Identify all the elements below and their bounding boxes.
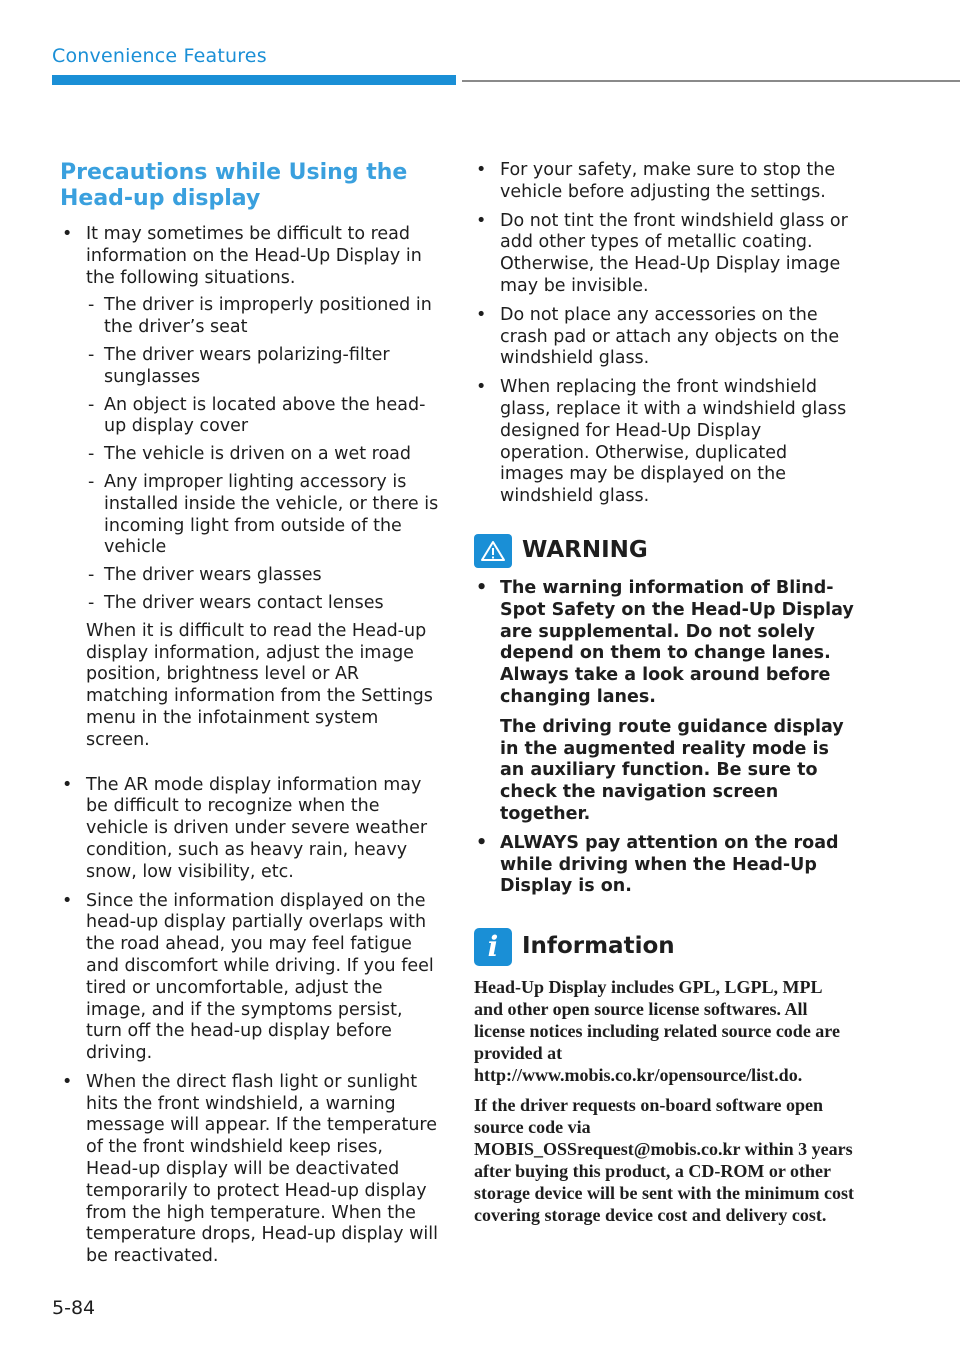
warning-triangle-icon: [474, 534, 512, 568]
list-item: [474, 578, 854, 826]
info-icon: i: [474, 928, 512, 966]
list-item: - The driver wears glasses: [86, 565, 440, 587]
warning-label: WARNING: [522, 537, 648, 564]
list-item: • For your safety, make sure to stop the vehicle before adjusting the settings.: [474, 160, 854, 204]
list-item: • ALWAYS pay attention on the road while driving when the Head-Up Display is on.: [474, 833, 854, 898]
list-item: - The driver is improperly positioned in the driver’s seat: [86, 295, 440, 339]
section-heading: Precautions while Using the Head-up display: [60, 160, 408, 211]
information-paragraph: Head-Up Display includes GPL, LGPL, MPL and other open source license softwares. All license notices including related source code are provided at http://www.mobis.co.kr/opensource/list.do.: [474, 977, 840, 1086]
list-item: • Since the information displayed on the head-up display partially overlaps with the road ahead, you may feel fatigue and discomfort while driving. If you feel tired or uncomfortable, adjust the image, and if the symptoms persist, turn off the head-up display before driving.: [60, 891, 440, 1065]
warning-heading: [474, 534, 854, 568]
bullet-note: When it is difficult to read the Head-up display information, adjust the image position, brightness level or AR matching information from the Settings menu in the infotainment system screen.: [86, 620, 433, 750]
list-item: - The vehicle is driven on a wet road: [86, 444, 440, 466]
list-item: • The AR mode display information may be difficult to recognize when the vehicle is driven under severe weather condition, such as heavy rain, heavy snow, low visibility, etc.: [60, 775, 440, 884]
header-accent-bar: [52, 75, 456, 85]
information-heading: [474, 928, 854, 966]
section-header-title: Convenience Features: [52, 45, 267, 67]
settings-list: [474, 160, 854, 508]
list-item: - Any improper lighting accessory is installed inside the vehicle, or there is incoming light from outside of the vehicle: [86, 472, 440, 559]
list-item: • When replacing the front windshield glass, replace it with a windshield glass designed for Head-Up Display operation. Otherwise, duplicated images may be displayed on the windshield glass.: [474, 377, 854, 508]
left-column: [60, 160, 440, 1275]
warning-text: The warning information of Blind-Spot Safety on the Head-Up Display are supplemental. Do not solely depend on them to change lanes. Always take a look around before changing lanes.: [500, 577, 854, 707]
list-item: • When the direct flash light or sunlight hits the front windshield, a warning message will appear. If the temperature of the front windshield keep rises, Head-up display will be deactivated temporarily to protect Head-up display from the high temperature. When the temperature drops, Head-up display will be reactivated.: [60, 1072, 440, 1268]
precautions-list: [60, 224, 440, 1268]
list-item: [60, 224, 440, 768]
information-paragraph: If the driver requests on-board software open source code via MOBIS_OSSrequest@mobis.co.kr within 3 years after buying this product, a CD-ROM or other storage device will be sent with the minimum cost covering storage device cost and delivery cost.: [474, 1095, 854, 1226]
warning-note: The driving route guidance display in the augmented reality mode is an auxiliary function. Be sure to check the navigation screen together.: [500, 716, 844, 824]
list-item: - The driver wears polarizing-filter sunglasses: [86, 345, 440, 389]
bullet-text: It may sometimes be difficult to read information on the Head-Up Display in the following situations.: [86, 224, 422, 288]
information-label: Information: [522, 933, 675, 960]
header-divider: [462, 80, 960, 82]
right-column: [474, 160, 854, 1234]
list-item: • Do not tint the front windshield glass or add other types of metallic coating. Otherwise, the Head-Up Display image may be invisible.: [474, 211, 854, 298]
list-item: • Do not place any accessories on the crash pad or attach any objects on the windshield glass.: [474, 305, 854, 370]
situations-list: [86, 295, 440, 614]
page-number: 5-84: [52, 1297, 96, 1319]
list-item: - An object is located above the head-up display cover: [86, 395, 440, 439]
list-item: - The driver wears contact lenses: [86, 593, 440, 615]
warning-list: [474, 578, 854, 898]
